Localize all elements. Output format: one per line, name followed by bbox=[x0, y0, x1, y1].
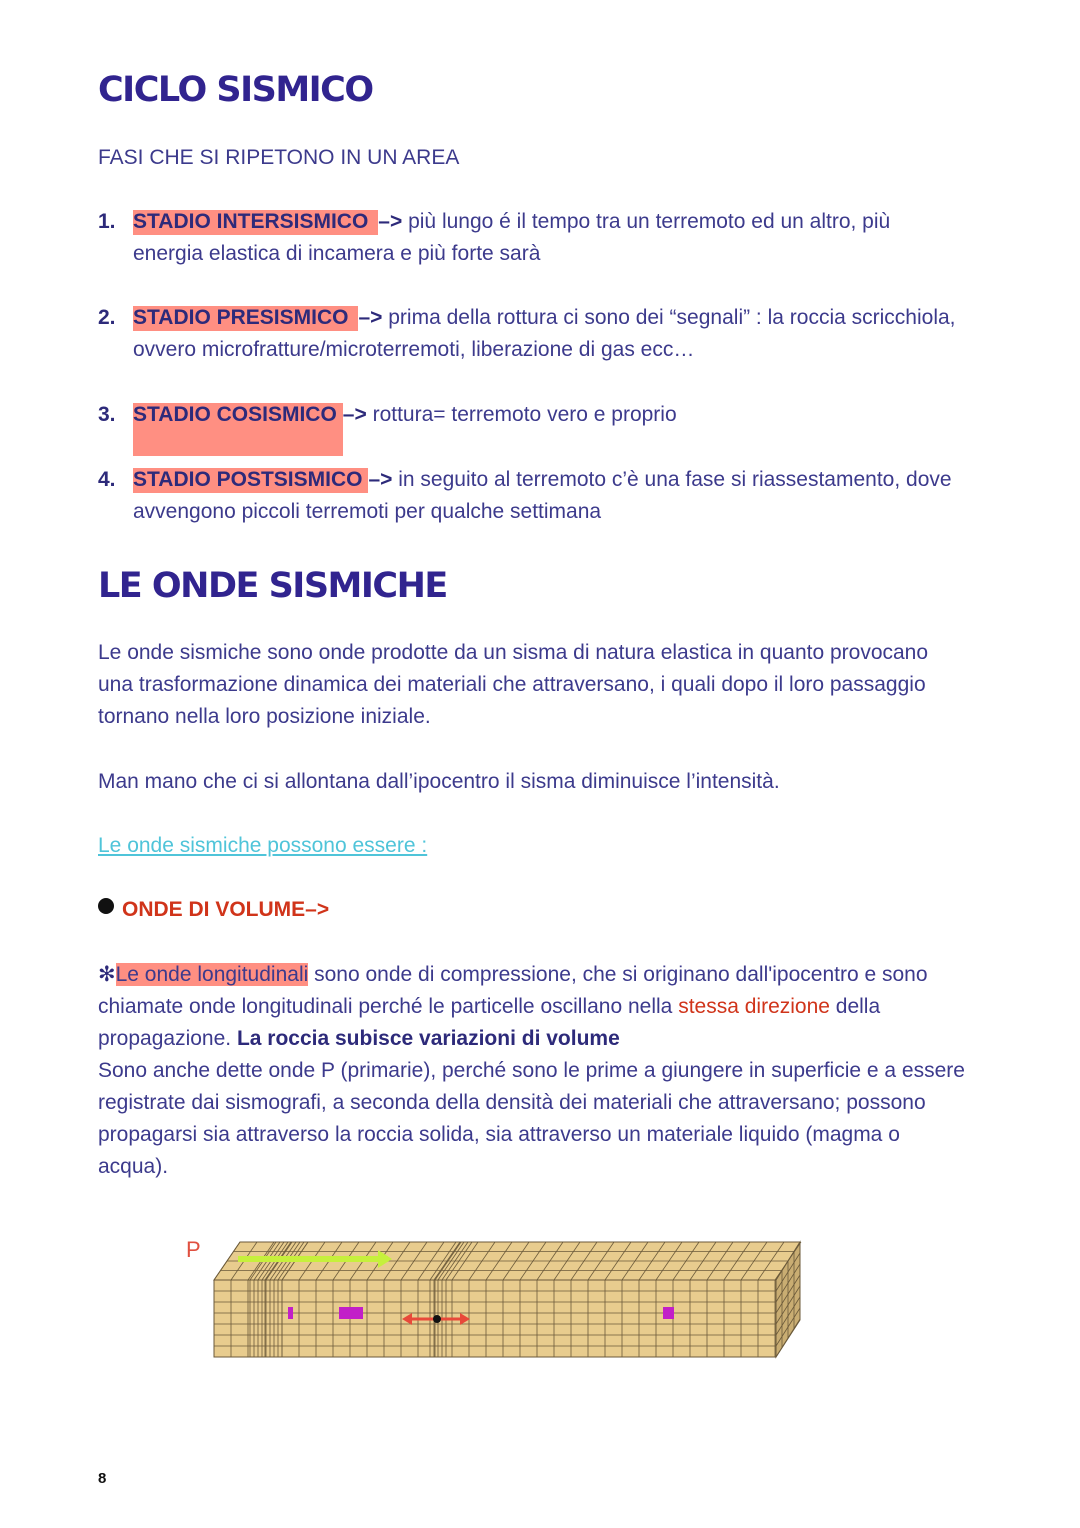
particle-marker bbox=[663, 1307, 674, 1319]
stage-item-2 bbox=[98, 302, 958, 366]
page-number: 8 bbox=[98, 1470, 107, 1487]
stage-number: 2. bbox=[98, 306, 116, 329]
stage-number: 1. bbox=[98, 210, 116, 233]
stage-description: più lungo é il tempo tra un terremoto ed un altro, più energia elastica di incamera e più forte sarà bbox=[133, 210, 891, 265]
text-part: della propagazione. bbox=[98, 995, 881, 1050]
stage-item-1 bbox=[98, 206, 958, 270]
section-title-onde-sismiche: LE ONDE SISMICHE bbox=[98, 566, 447, 606]
section-subtitle: FASI CHE SI RIPETONO IN UN AREA bbox=[98, 146, 460, 169]
propagation-arrow-icon bbox=[238, 1256, 388, 1262]
asterisk-icon: ✻ bbox=[98, 963, 116, 986]
stage-number: 3. bbox=[98, 403, 116, 426]
paragraph-longitudinal bbox=[98, 959, 968, 1055]
stage-number: 4. bbox=[98, 468, 116, 491]
block-front-face bbox=[214, 1280, 776, 1357]
stage-arrow: –> bbox=[368, 468, 393, 491]
link-wave-types[interactable] bbox=[98, 830, 968, 862]
bullet-label: ONDE DI VOLUME–> bbox=[122, 898, 330, 921]
stage-term: STADIO POSTSISMICO bbox=[133, 468, 368, 493]
text-part: sono onde di compressione, che si originano dall'ipocentro e sono chiamate onde longitudinali perché le particelle oscillano nella bbox=[98, 963, 928, 1018]
bullet-dot-icon bbox=[98, 898, 114, 914]
stage-term: STADIO COSISMICO bbox=[133, 403, 343, 456]
stage-term: STADIO INTERSISMICO bbox=[133, 210, 378, 235]
bold-emphasis: La roccia subisce variazioni di volume bbox=[236, 1027, 620, 1050]
stage-arrow: –> bbox=[378, 210, 403, 233]
stage-item-4 bbox=[98, 464, 958, 528]
p-wave-block-diagram bbox=[180, 1230, 820, 1370]
particle-marker bbox=[288, 1307, 293, 1319]
stage-arrow: –> bbox=[342, 403, 367, 426]
stage-description: prima della rottura ci sono dei “segnali” : la roccia scricchiola, ovvero microfratture/microterremoti, liberazione di gas ecc… bbox=[133, 306, 956, 361]
paragraph-intensity: Man mano che ci si allontana dall’ipocentro il sisma diminuisce l’intensità. bbox=[98, 770, 780, 793]
stage-term: STADIO PRESISMICO bbox=[133, 306, 358, 331]
section-title-ciclo-sismico: CICLO SISMICO bbox=[98, 70, 373, 110]
particle-marker bbox=[339, 1307, 363, 1319]
highlight-term: Le onde longitudinali bbox=[115, 963, 309, 986]
stage-arrow: –> bbox=[358, 306, 383, 329]
stage-description: in seguito al terremoto c’è una fase si riassestamento, dove avvengono piccoli terremoti per qualche settimana bbox=[133, 468, 952, 523]
stage-description: rottura= terremoto vero e proprio bbox=[366, 403, 677, 426]
wave-label-p: P bbox=[186, 1237, 201, 1262]
red-emphasis: stessa direzione bbox=[678, 995, 830, 1018]
stage-item-3 bbox=[98, 399, 958, 431]
paragraph-primary-waves: Sono anche dette onde P (primarie), perché sono le prime a giungere in superficie e a essere registrate dai sismografi, a seconda della densità dei materiali che attraversano; possono propagarsi sia attraverso la roccia solida, sia attraverso un materiale liquido (magma o acqua). bbox=[98, 1059, 965, 1178]
paragraph-definition: Le onde sismiche sono onde prodotte da un sisma di natura elastica in quanto provocano una trasformazione dinamica dei materiali che attraversano, i quali dopo il loro passaggio tornano nella loro posizione iniziale. bbox=[98, 641, 929, 728]
link-text[interactable]: Le onde sismiche possono essere : bbox=[98, 834, 428, 857]
particle-dot bbox=[433, 1315, 441, 1323]
bullet-onde-volume bbox=[98, 894, 329, 926]
